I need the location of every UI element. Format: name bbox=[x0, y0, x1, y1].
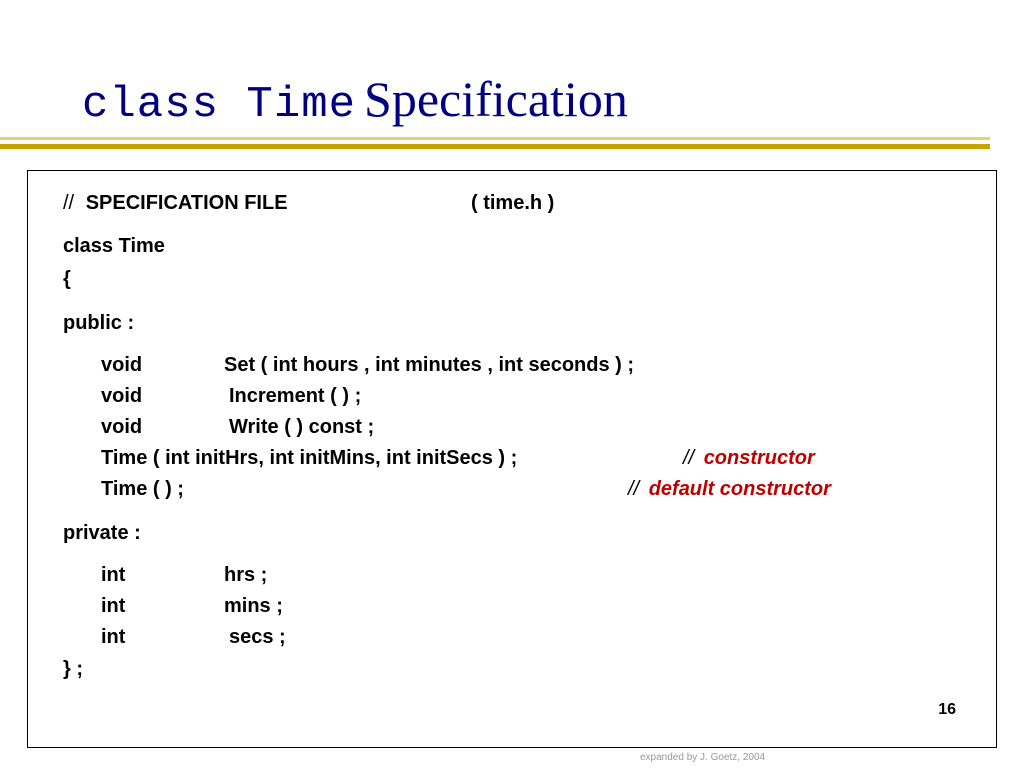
title-rule-light bbox=[0, 137, 990, 140]
ctor-comment-group bbox=[683, 446, 815, 470]
field-type: int bbox=[101, 595, 126, 617]
slide-title bbox=[82, 70, 628, 140]
field-name: hrs ; bbox=[224, 564, 268, 586]
code-box bbox=[27, 170, 997, 748]
default-ctor-comment-slashes: // bbox=[628, 478, 640, 500]
private-label: private : bbox=[63, 522, 141, 544]
header-comment-line bbox=[63, 191, 555, 215]
class-decl: class Time bbox=[63, 235, 165, 257]
field-name: mins ; bbox=[224, 595, 283, 617]
ctor-comment: constructor bbox=[703, 447, 815, 469]
method-sig: Set ( int hours , int minutes , int seconds ) ; bbox=[224, 354, 635, 376]
ctor-comment-slashes: // bbox=[683, 447, 695, 469]
page-number: 16 bbox=[938, 701, 956, 718]
field-name: secs ; bbox=[229, 626, 286, 648]
close-brace: } ; bbox=[63, 658, 83, 680]
method-sig: Increment ( ) ; bbox=[229, 385, 362, 407]
method-type: void bbox=[101, 354, 143, 376]
title-code: class Time bbox=[82, 80, 357, 130]
open-brace: { bbox=[63, 268, 71, 290]
default-ctor-comment-group bbox=[628, 477, 831, 501]
footer-credit: expanded by J. Goetz, 2004 bbox=[640, 752, 766, 762]
method-sig: Write ( ) const ; bbox=[229, 416, 375, 438]
title-rule-dark bbox=[0, 144, 990, 149]
ctor-sig: Time ( int initHrs, int initMins, int initSecs ) ; bbox=[101, 447, 518, 469]
public-label: public : bbox=[63, 312, 135, 334]
field-type: int bbox=[101, 626, 126, 648]
method-type: void bbox=[101, 416, 143, 438]
method-type: void bbox=[101, 385, 143, 407]
header-comment: // bbox=[63, 192, 75, 214]
default-ctor-sig: Time ( ) ; bbox=[101, 478, 184, 500]
ctor-line bbox=[101, 446, 517, 470]
default-ctor-comment: default constructor bbox=[648, 478, 831, 500]
header-file: ( time.h ) bbox=[471, 192, 555, 214]
field-type: int bbox=[101, 564, 126, 586]
title-word: Specification bbox=[364, 71, 628, 127]
header-label: SPECIFICATION FILE bbox=[85, 192, 288, 214]
